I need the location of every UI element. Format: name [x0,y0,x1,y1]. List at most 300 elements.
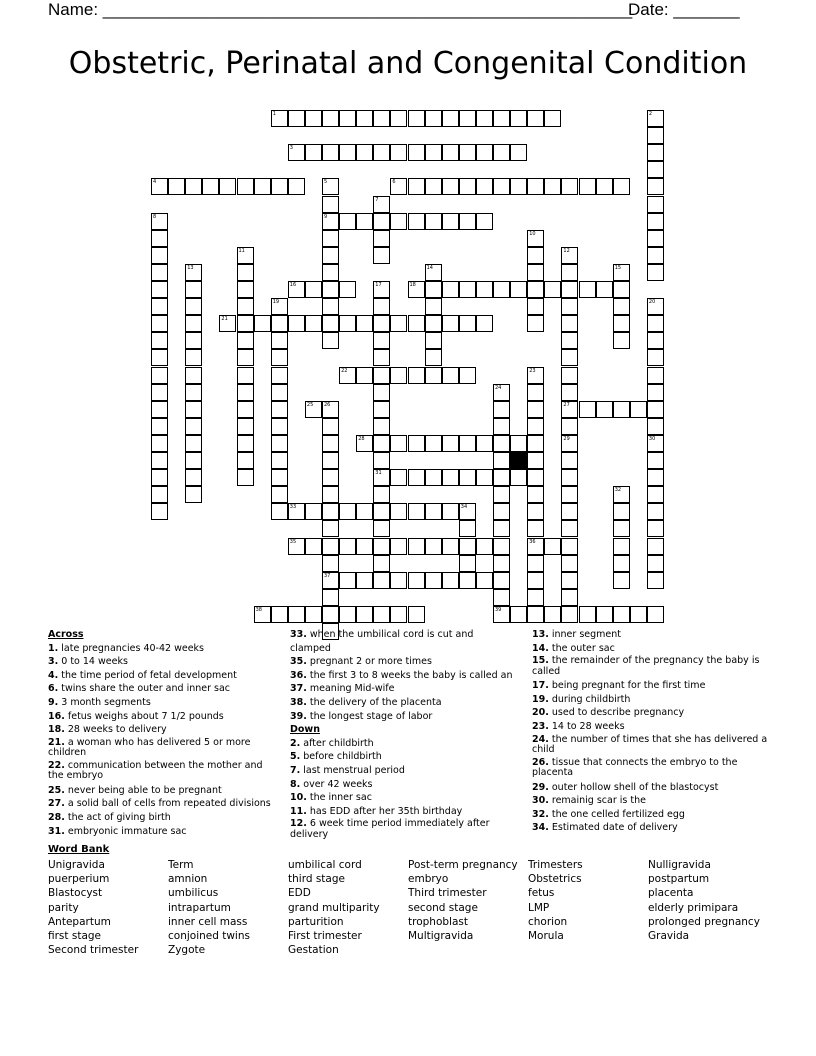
grid-cell[interactable] [185,435,202,452]
grid-cell[interactable] [339,144,356,161]
grid-cell[interactable] [305,538,322,555]
grid-cell[interactable] [647,555,664,572]
grid-cell[interactable] [613,264,630,281]
grid-cell[interactable] [305,401,322,418]
grid-cell[interactable] [288,503,305,520]
grid-cell[interactable] [647,572,664,589]
grid-cell[interactable] [322,401,339,418]
grid-cell[interactable] [476,538,493,555]
grid-cell[interactable] [459,572,476,589]
grid-cell[interactable] [613,538,630,555]
grid-cell[interactable] [254,606,271,623]
grid-cell[interactable] [425,435,442,452]
grid-cell[interactable] [476,213,493,230]
grid-cell[interactable] [185,452,202,469]
grid-cell[interactable] [373,367,390,384]
grid-cell[interactable] [476,178,493,195]
grid-cell[interactable] [322,418,339,435]
grid-cell[interactable] [356,110,373,127]
grid-cell[interactable] [561,452,578,469]
grid-cell[interactable] [647,315,664,332]
grid-cell[interactable] [425,178,442,195]
grid-cell[interactable] [322,606,339,623]
grid-cell[interactable] [476,110,493,127]
grid-cell[interactable] [373,401,390,418]
grid-cell[interactable] [613,606,630,623]
grid-cell[interactable] [544,281,561,298]
grid-cell[interactable] [561,281,578,298]
grid-cell[interactable] [613,332,630,349]
grid-cell[interactable] [339,367,356,384]
grid-cell[interactable] [237,384,254,401]
grid-cell[interactable] [647,213,664,230]
grid-cell[interactable] [408,538,425,555]
grid-cell[interactable] [596,178,613,195]
grid-cell[interactable] [613,178,630,195]
grid-cell[interactable] [596,606,613,623]
grid-cell[interactable] [408,178,425,195]
grid-cell[interactable] [493,384,510,401]
grid-cell[interactable] [442,178,459,195]
grid-cell[interactable] [185,332,202,349]
grid-cell[interactable] [442,144,459,161]
grid-cell[interactable] [271,178,288,195]
grid-cell[interactable] [493,606,510,623]
grid-cell[interactable] [527,281,544,298]
grid-cell[interactable] [237,435,254,452]
grid-cell[interactable] [322,469,339,486]
grid-cell[interactable] [322,264,339,281]
grid-cell[interactable] [339,213,356,230]
grid-cell[interactable] [373,298,390,315]
grid-cell[interactable] [322,503,339,520]
grid-cell[interactable] [613,401,630,418]
grid-cell[interactable] [493,144,510,161]
grid-cell[interactable] [356,606,373,623]
grid-cell[interactable] [322,247,339,264]
grid-cell[interactable] [493,520,510,537]
grid-cell[interactable] [527,110,544,127]
grid-cell[interactable] [373,315,390,332]
grid-cell[interactable] [527,247,544,264]
grid-cell[interactable] [271,418,288,435]
grid-cell[interactable] [527,418,544,435]
grid-cell[interactable] [237,401,254,418]
grid-cell[interactable] [185,401,202,418]
grid-cell[interactable] [339,572,356,589]
grid-cell[interactable] [476,469,493,486]
grid-cell[interactable] [390,144,407,161]
grid-cell[interactable] [561,572,578,589]
grid-cell[interactable] [579,401,596,418]
grid-cell[interactable] [425,110,442,127]
grid-cell[interactable] [237,452,254,469]
grid-cell[interactable] [390,469,407,486]
grid-cell[interactable] [493,503,510,520]
grid-cell[interactable] [561,178,578,195]
grid-cell[interactable] [271,486,288,503]
grid-cell[interactable] [322,213,339,230]
grid-cell[interactable] [425,572,442,589]
grid-cell[interactable] [613,298,630,315]
grid-cell[interactable] [356,572,373,589]
grid-cell[interactable] [356,213,373,230]
grid-cell[interactable] [271,452,288,469]
grid-cell[interactable] [613,555,630,572]
grid-cell[interactable] [459,281,476,298]
grid-cell[interactable] [561,247,578,264]
grid-cell[interactable] [305,606,322,623]
grid-cell[interactable] [305,144,322,161]
grid-cell[interactable] [425,298,442,315]
grid-cell[interactable] [339,110,356,127]
grid-cell[interactable] [339,281,356,298]
grid-cell[interactable] [425,332,442,349]
grid-cell[interactable] [373,469,390,486]
grid-cell[interactable] [425,503,442,520]
grid-cell[interactable] [271,110,288,127]
grid-cell[interactable] [613,572,630,589]
grid-cell[interactable] [459,110,476,127]
grid-cell[interactable] [356,435,373,452]
grid-cell[interactable] [254,315,271,332]
grid-cell[interactable] [561,503,578,520]
grid-cell[interactable] [168,178,185,195]
grid-cell[interactable] [373,144,390,161]
grid-cell[interactable] [322,572,339,589]
grid-cell[interactable] [425,469,442,486]
grid-cell[interactable] [151,213,168,230]
grid-cell[interactable] [527,555,544,572]
grid-cell[interactable] [561,332,578,349]
grid-cell[interactable] [425,315,442,332]
grid-cell[interactable] [459,520,476,537]
grid-cell[interactable] [510,281,527,298]
grid-cell[interactable] [442,367,459,384]
grid-cell[interactable] [561,349,578,366]
grid-cell[interactable] [271,606,288,623]
grid-cell[interactable] [647,332,664,349]
grid-cell[interactable] [151,486,168,503]
grid-cell[interactable] [442,503,459,520]
grid-cell[interactable] [390,367,407,384]
grid-cell[interactable] [185,281,202,298]
grid-cell[interactable] [647,264,664,281]
grid-cell[interactable] [322,435,339,452]
grid-cell[interactable] [373,486,390,503]
grid-cell[interactable] [237,418,254,435]
grid-cell[interactable] [561,520,578,537]
grid-cell[interactable] [322,520,339,537]
grid-cell[interactable] [237,332,254,349]
grid-cell[interactable] [237,315,254,332]
grid-cell[interactable] [356,503,373,520]
grid-cell[interactable] [322,196,339,213]
grid-cell[interactable] [459,435,476,452]
grid-cell[interactable] [185,469,202,486]
grid-cell[interactable] [237,178,254,195]
grid-cell[interactable] [356,538,373,555]
grid-cell[interactable] [647,247,664,264]
grid-cell[interactable] [408,367,425,384]
grid-cell[interactable] [527,520,544,537]
grid-cell[interactable] [561,315,578,332]
grid-cell[interactable] [237,349,254,366]
grid-cell[interactable] [596,401,613,418]
grid-cell[interactable] [425,213,442,230]
grid-cell[interactable] [322,555,339,572]
grid-cell[interactable] [373,110,390,127]
grid-cell[interactable] [527,503,544,520]
grid-cell[interactable] [390,110,407,127]
grid-cell[interactable] [442,538,459,555]
grid-cell[interactable] [647,401,664,418]
grid-cell[interactable] [373,384,390,401]
grid-cell[interactable] [373,349,390,366]
grid-cell[interactable] [151,384,168,401]
grid-cell[interactable] [647,418,664,435]
grid-cell[interactable] [237,264,254,281]
grid-cell[interactable] [442,315,459,332]
grid-cell[interactable] [647,384,664,401]
grid-cell[interactable] [271,332,288,349]
grid-cell[interactable] [425,538,442,555]
grid-cell[interactable] [185,349,202,366]
grid-cell[interactable] [442,435,459,452]
grid-cell[interactable] [305,503,322,520]
grid-cell[interactable] [647,538,664,555]
grid-cell[interactable] [561,469,578,486]
grid-cell[interactable] [442,572,459,589]
grid-cell[interactable] [322,452,339,469]
grid-cell[interactable] [647,144,664,161]
grid-cell[interactable] [408,606,425,623]
grid-cell[interactable] [151,367,168,384]
grid-cell[interactable] [219,315,236,332]
grid-cell[interactable] [322,538,339,555]
grid-cell[interactable] [185,264,202,281]
grid-cell[interactable] [527,367,544,384]
grid-cell[interactable] [630,401,647,418]
grid-cell[interactable] [442,110,459,127]
grid-cell[interactable] [390,178,407,195]
grid-cell[interactable] [408,503,425,520]
grid-cell[interactable] [561,486,578,503]
grid-cell[interactable] [647,435,664,452]
grid-cell[interactable] [510,469,527,486]
grid-cell[interactable] [459,503,476,520]
grid-cell[interactable] [647,161,664,178]
grid-cell[interactable] [561,435,578,452]
grid-cell[interactable] [271,367,288,384]
grid-cell[interactable] [373,606,390,623]
grid-cell[interactable] [527,606,544,623]
grid-cell[interactable] [408,469,425,486]
grid-cell[interactable] [390,315,407,332]
grid-cell[interactable] [425,281,442,298]
grid-cell[interactable] [271,349,288,366]
grid-cell[interactable] [322,281,339,298]
grid-cell[interactable] [373,332,390,349]
grid-cell[interactable] [527,486,544,503]
grid-cell[interactable] [151,332,168,349]
grid-cell[interactable] [596,281,613,298]
grid-cell[interactable] [305,315,322,332]
grid-cell[interactable] [561,589,578,606]
grid-cell[interactable] [339,606,356,623]
grid-cell[interactable] [442,213,459,230]
grid-cell[interactable] [271,469,288,486]
grid-cell[interactable] [647,230,664,247]
grid-cell[interactable] [647,520,664,537]
grid-cell[interactable] [151,452,168,469]
grid-cell[interactable] [561,264,578,281]
grid-cell[interactable] [356,144,373,161]
grid-cell[interactable] [613,315,630,332]
grid-cell[interactable] [151,230,168,247]
grid-cell[interactable] [561,606,578,623]
grid-cell[interactable] [630,606,647,623]
grid-cell[interactable] [151,418,168,435]
grid-cell[interactable] [425,349,442,366]
grid-cell[interactable] [459,367,476,384]
grid-cell[interactable] [322,230,339,247]
grid-cell[interactable] [373,452,390,469]
grid-cell[interactable] [442,469,459,486]
grid-cell[interactable] [561,367,578,384]
grid-cell[interactable] [493,452,510,469]
grid-cell[interactable] [544,606,561,623]
grid-cell[interactable] [390,572,407,589]
grid-cell[interactable] [288,315,305,332]
grid-cell[interactable] [373,418,390,435]
grid-cell[interactable] [151,349,168,366]
grid-cell[interactable] [151,281,168,298]
grid-cell[interactable] [373,196,390,213]
grid-cell[interactable] [527,572,544,589]
grid-cell[interactable] [219,178,236,195]
grid-cell[interactable] [151,298,168,315]
grid-cell[interactable] [425,367,442,384]
grid-cell[interactable] [459,555,476,572]
grid-cell[interactable] [322,589,339,606]
grid-cell[interactable] [237,367,254,384]
grid-cell[interactable] [510,435,527,452]
grid-cell[interactable] [288,178,305,195]
grid-cell[interactable] [493,178,510,195]
grid-cell[interactable] [527,401,544,418]
grid-cell[interactable] [647,367,664,384]
grid-cell[interactable] [476,281,493,298]
grid-cell[interactable] [647,127,664,144]
grid-cell[interactable] [373,247,390,264]
grid-cell[interactable] [527,315,544,332]
grid-cell[interactable] [442,281,459,298]
grid-cell[interactable] [527,384,544,401]
grid-cell[interactable] [322,332,339,349]
grid-cell[interactable] [271,503,288,520]
grid-cell[interactable] [373,281,390,298]
grid-cell[interactable] [288,144,305,161]
grid-cell[interactable] [527,435,544,452]
grid-cell[interactable] [579,606,596,623]
grid-cell[interactable] [339,503,356,520]
grid-cell[interactable] [288,281,305,298]
grid-cell[interactable] [322,486,339,503]
grid-cell[interactable] [322,298,339,315]
grid-cell[interactable] [408,572,425,589]
grid-cell[interactable] [613,503,630,520]
grid-cell[interactable] [510,178,527,195]
grid-cell[interactable] [390,435,407,452]
grid-cell[interactable] [288,538,305,555]
grid-cell[interactable] [647,178,664,195]
grid-cell[interactable] [647,606,664,623]
grid-cell[interactable] [151,435,168,452]
grid-cell[interactable] [527,264,544,281]
grid-cell[interactable] [151,247,168,264]
grid-cell[interactable] [647,452,664,469]
grid-cell[interactable] [151,315,168,332]
grid-cell[interactable] [476,144,493,161]
grid-cell[interactable] [561,401,578,418]
grid-cell[interactable] [185,315,202,332]
grid-cell[interactable] [339,538,356,555]
grid-cell[interactable] [151,264,168,281]
grid-cell[interactable] [237,281,254,298]
grid-cell[interactable] [510,110,527,127]
grid-cell[interactable] [322,178,339,195]
grid-cell[interactable] [373,435,390,452]
grid-cell[interactable] [305,281,322,298]
grid-cell[interactable] [527,452,544,469]
grid-cell[interactable] [493,486,510,503]
grid-cell[interactable] [305,110,322,127]
grid-cell[interactable] [544,538,561,555]
grid-cell[interactable] [527,589,544,606]
grid-cell[interactable] [459,178,476,195]
grid-cell[interactable] [476,572,493,589]
grid-cell[interactable] [408,110,425,127]
grid-cell[interactable] [579,281,596,298]
grid-cell[interactable] [493,589,510,606]
grid-cell[interactable] [647,196,664,213]
grid-cell[interactable] [425,144,442,161]
grid-cell[interactable] [339,315,356,332]
grid-cell[interactable] [613,520,630,537]
grid-cell[interactable] [561,384,578,401]
grid-cell[interactable] [425,264,442,281]
grid-cell[interactable] [322,315,339,332]
grid-cell[interactable] [390,606,407,623]
grid-cell[interactable] [408,435,425,452]
grid-cell[interactable] [647,298,664,315]
grid-cell[interactable] [647,469,664,486]
grid-cell[interactable] [202,178,219,195]
grid-cell[interactable] [647,349,664,366]
grid-cell[interactable] [271,435,288,452]
grid-cell[interactable] [647,486,664,503]
grid-cell[interactable] [408,144,425,161]
grid-cell[interactable] [373,572,390,589]
grid-cell[interactable] [459,538,476,555]
grid-cell[interactable] [459,213,476,230]
grid-cell[interactable] [373,230,390,247]
grid-cell[interactable] [185,178,202,195]
grid-cell[interactable] [544,110,561,127]
grid-cell[interactable] [373,555,390,572]
grid-cell[interactable] [493,469,510,486]
